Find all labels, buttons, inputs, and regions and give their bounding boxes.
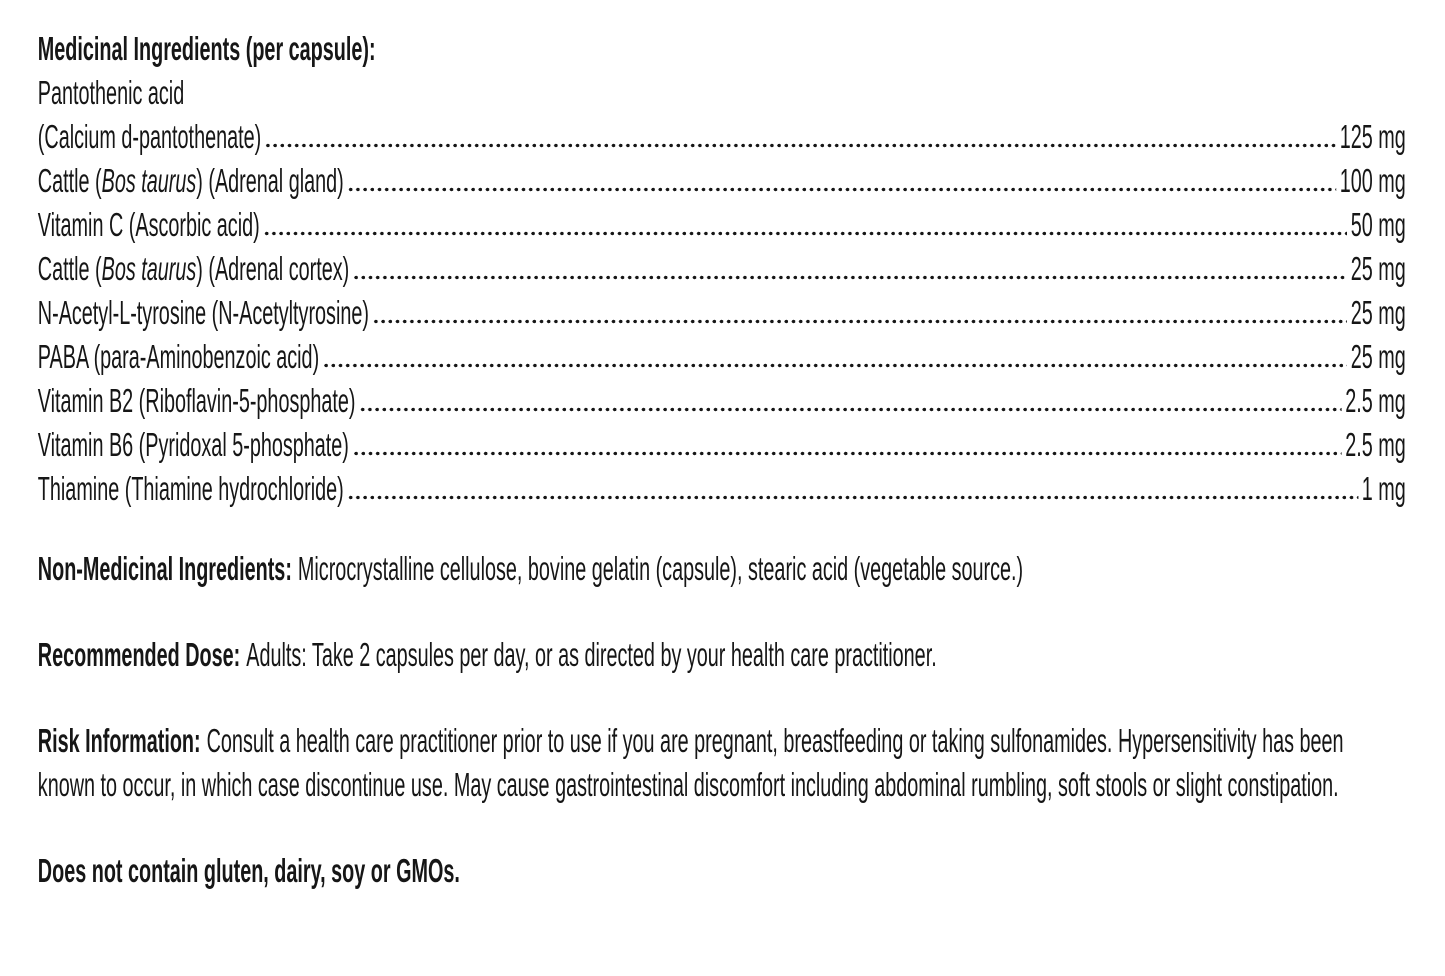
ingredient-amount: 2.5 mg xyxy=(1345,382,1406,419)
risk-information-label: Risk Information: xyxy=(37,722,201,759)
recommended-dose-label: Recommended Dose: xyxy=(37,636,241,673)
ingredient-amount: 25 mg xyxy=(1350,250,1406,287)
ingredient-row xyxy=(38,203,1406,247)
ingredient-name: N-Acetyl-L-tyrosine (N-Acetyltyrosine) xyxy=(37,294,369,331)
ingredient-amount: 125 mg xyxy=(1339,118,1406,155)
ingredient-amount: 2.5 mg xyxy=(1345,426,1406,463)
ingredient-row xyxy=(38,335,1406,379)
does-not-contain-statement: Does not contain gluten, dairy, soy or GMOs. xyxy=(37,852,460,889)
non-medicinal-text: Microcrystalline cellulose, bovine gelatin (capsule), stearic acid (vegetable source.) xyxy=(297,550,1024,587)
dotted-leader xyxy=(374,319,1347,324)
ingredient-name: PABA (para-Aminobenzoic acid) xyxy=(37,338,320,375)
ingredient-name: Cattle (Bos taurus) (Adrenal gland) xyxy=(37,162,344,199)
ingredient-row xyxy=(38,247,1406,291)
ingredient-name: Vitamin B6 (Pyridoxal 5-phosphate) xyxy=(37,426,349,463)
ingredient-amount: 1 mg xyxy=(1361,470,1406,507)
non-medicinal-section xyxy=(38,547,1406,591)
risk-information-section xyxy=(38,719,1406,807)
ingredient-name: Cattle (Bos taurus) (Adrenal cortex) xyxy=(37,250,350,287)
ingredient-amount: 25 mg xyxy=(1350,338,1406,375)
dotted-leader xyxy=(324,363,1347,368)
dotted-leader xyxy=(349,187,1337,192)
dotted-leader xyxy=(349,495,1359,500)
ingredient-row xyxy=(38,467,1406,511)
medicinal-ingredients-heading: Medicinal Ingredients (per capsule): xyxy=(37,30,376,67)
dotted-leader xyxy=(360,407,1341,412)
ingredient-name: (Calcium d-pantothenate) xyxy=(37,118,262,155)
ingredient-name: Thiamine (Thiamine hydrochloride) xyxy=(37,470,344,507)
ingredient-row xyxy=(38,159,1406,203)
ingredient-row xyxy=(38,291,1406,335)
ingredients-list xyxy=(38,71,1406,511)
recommended-dose-section xyxy=(38,633,1406,677)
non-medicinal-label: Non-Medicinal Ingredients: xyxy=(37,550,292,587)
ingredient-row xyxy=(38,115,1406,159)
ingredient-name: Pantothenic acid xyxy=(37,74,185,111)
dotted-leader xyxy=(266,143,1336,148)
ingredient-row xyxy=(38,71,1406,115)
ingredient-row xyxy=(38,379,1406,423)
ingredient-row xyxy=(38,423,1406,467)
ingredient-amount: 100 mg xyxy=(1339,162,1406,199)
ingredient-amount: 50 mg xyxy=(1350,206,1406,243)
recommended-dose-text: Adults: Take 2 capsules per day, or as directed by your health care practitioner. xyxy=(246,636,937,673)
dotted-leader xyxy=(265,231,1348,236)
ingredient-name: Vitamin C (Ascorbic acid) xyxy=(37,206,260,243)
ingredient-name: Vitamin B2 (Riboflavin-5-phosphate) xyxy=(37,382,356,419)
dotted-leader xyxy=(354,275,1347,280)
dotted-leader xyxy=(354,451,1342,456)
risk-information-text: Consult a health care practitioner prior to use if you are pregnant, breastfeeding or taking sulfonamides. Hypersensitivity has been known to occur, in which case discontinue use. May cause gastrointestinal discomfort including abdominal rumbling, soft stools or slight constipation. xyxy=(37,722,1344,803)
ingredient-amount: 25 mg xyxy=(1350,294,1406,331)
